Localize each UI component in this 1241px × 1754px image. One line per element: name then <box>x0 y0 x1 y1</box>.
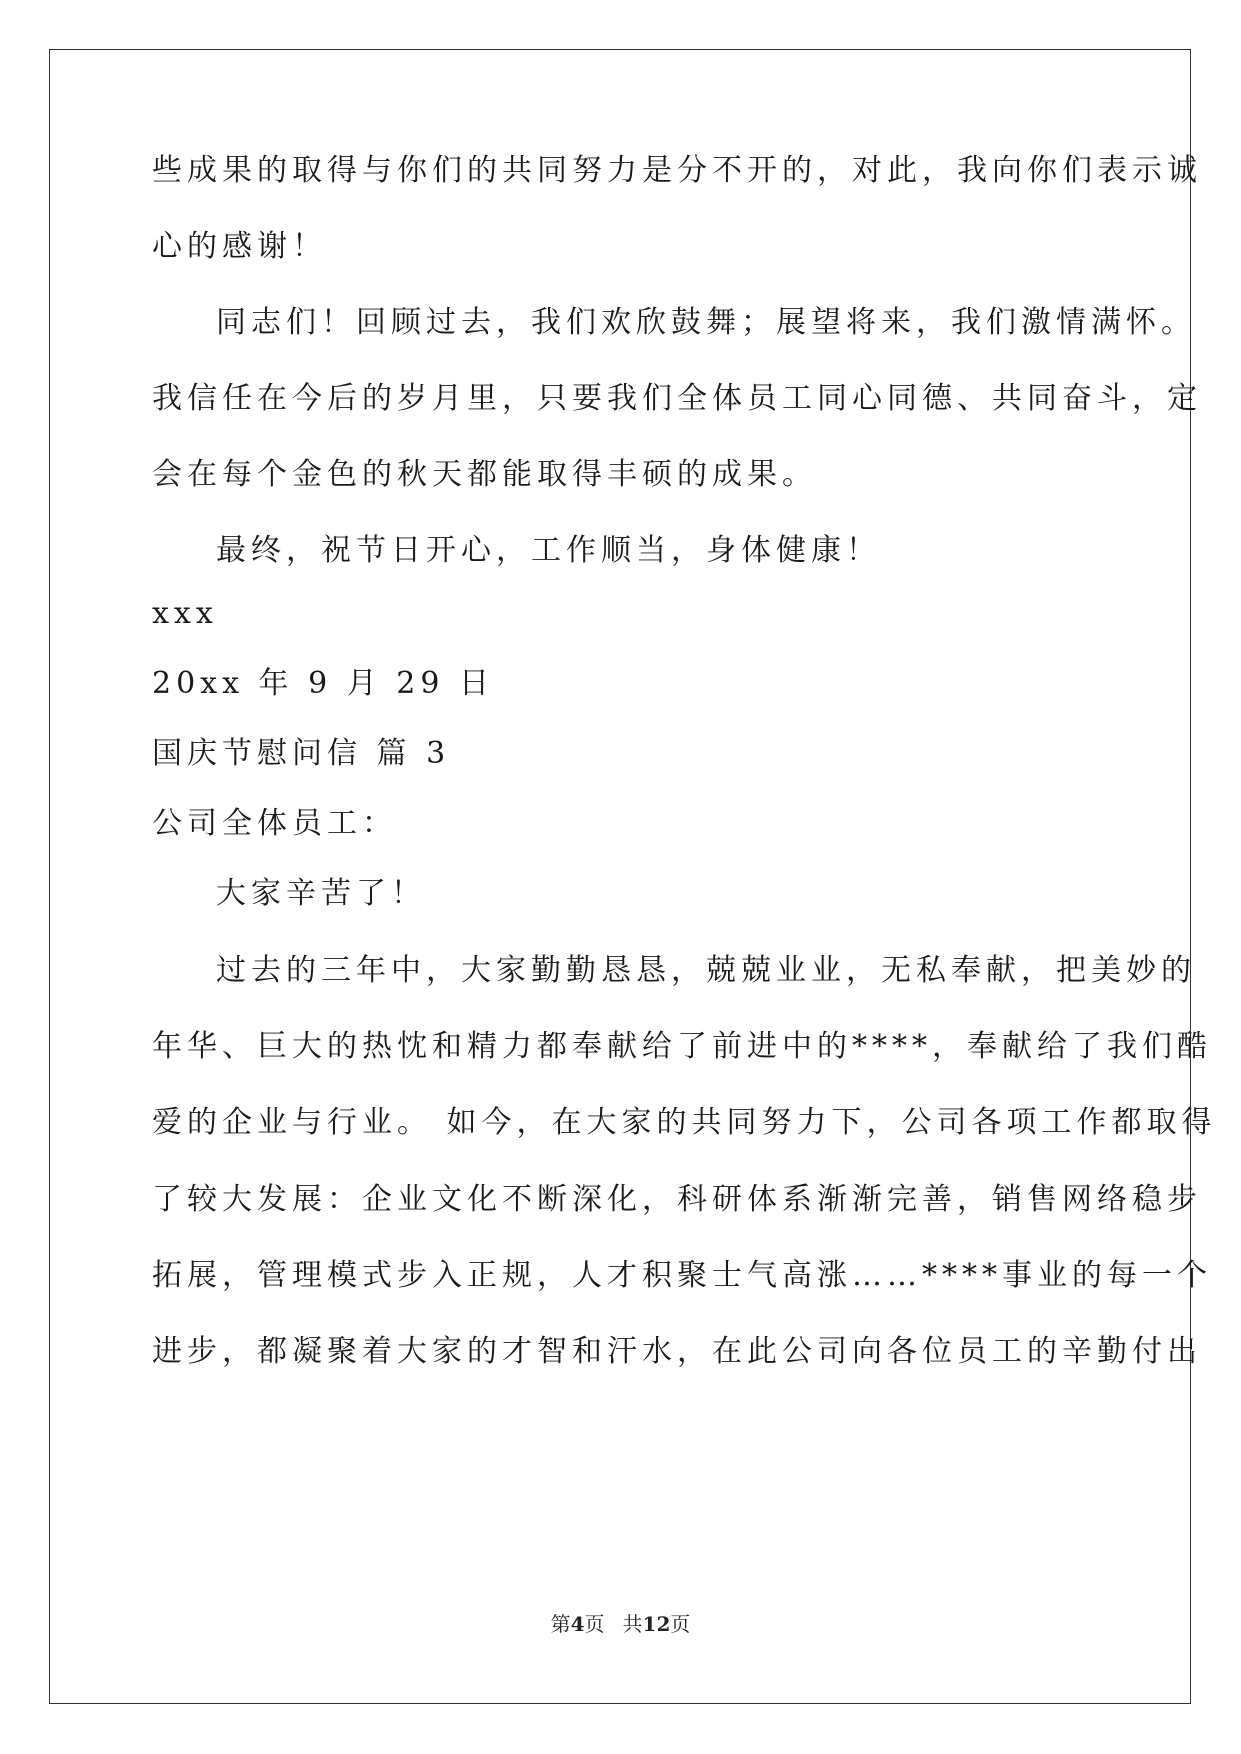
section-title: 国庆节慰问信 篇 3 <box>152 736 451 771</box>
date-line: 20xx 年 9 月 29 日 <box>152 666 494 701</box>
signature: xxx <box>152 596 218 631</box>
page-number-suffix: 页 <box>584 1612 605 1636</box>
text-line: 拓展，管理模式步入正规，人才积聚士气高涨……****事业的每一个 <box>152 1258 1212 1293</box>
text-line: 些成果的取得与你们的共同努力是分不开的，对此，我向你们表示诚 <box>152 153 1202 188</box>
text-line: 进步，都凝聚着大家的才智和汗水，在此公司向各位员工的辛勤付出 <box>152 1334 1202 1369</box>
text-line: 了较大发展：企业文化不断深化，科研体系渐渐完善，销售网络稳步 <box>152 1182 1202 1217</box>
salutation: 公司全体员工： <box>152 806 397 841</box>
text-line: 会在每个金色的秋天都能取得丰硕的成果。 <box>152 457 817 492</box>
page-footer <box>0 1608 1241 1637</box>
text-line: 爱的企业与行业。 如今，在大家的共同努力下，公司各项工作都取得 <box>152 1105 1217 1140</box>
page-total-suffix: 页 <box>670 1612 691 1636</box>
greeting: 大家辛苦了！ <box>216 876 426 911</box>
page-number-current: 4 <box>570 1612 585 1636</box>
text-line: 心的感谢！ <box>152 229 327 264</box>
page-total-prefix: 共 <box>622 1612 643 1636</box>
paragraph-first-line: 同志们！回顾过去，我们欢欣鼓舞；展望将来，我们激情满怀。 <box>216 305 1196 340</box>
paragraph-first-line: 最终，祝节日开心，工作顺当，身体健康！ <box>216 533 881 568</box>
page-number-total: 12 <box>642 1612 671 1636</box>
page-number-prefix: 第 <box>550 1612 571 1636</box>
paragraph-first-line: 过去的三年中，大家勤勤恳恳，兢兢业业，无私奉献，把美妙的 <box>216 953 1196 988</box>
text-line: 我信任在今后的岁月里，只要我们全体员工同心同德、共同奋斗，定 <box>152 381 1202 416</box>
text-line: 年华、巨大的热忱和精力都奉献给了前进中的****，奉献给了我们酷 <box>152 1029 1212 1064</box>
